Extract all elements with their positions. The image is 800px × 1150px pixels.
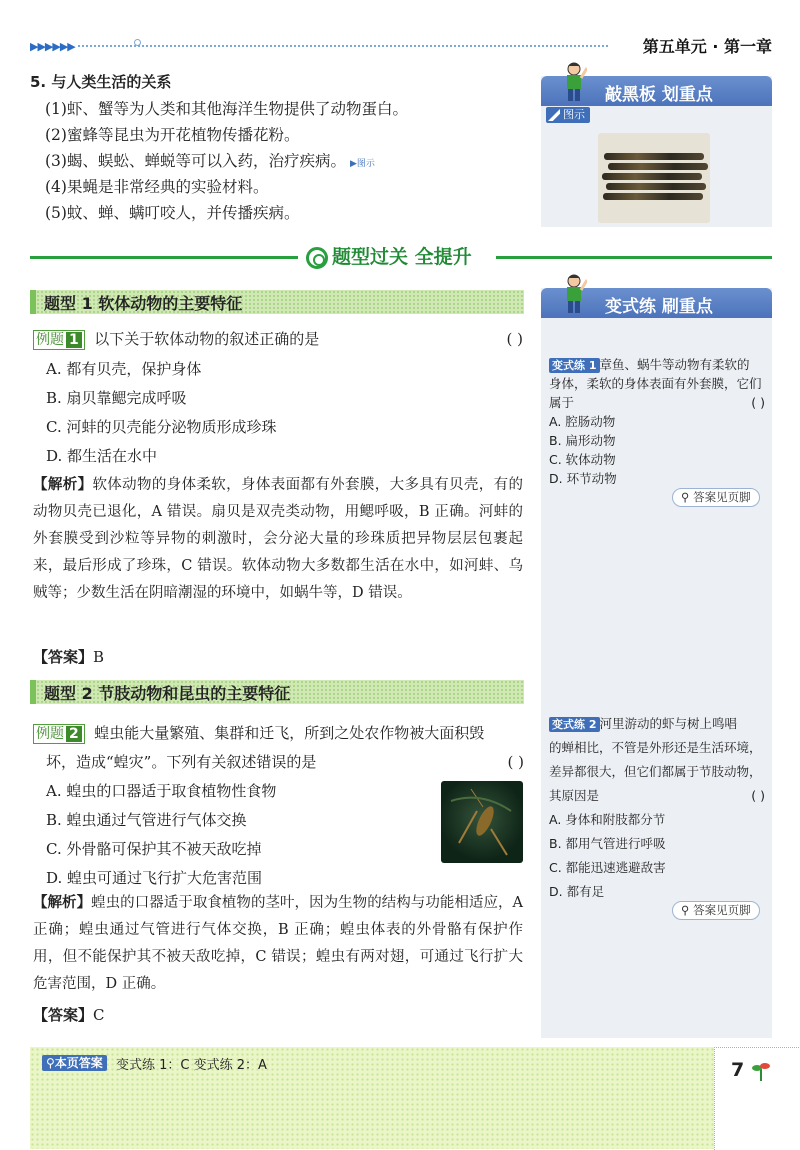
option: B. 扁形动物	[549, 433, 616, 448]
type1-heading: 题型 1 软体动物的主要特征	[30, 290, 524, 314]
answer-1: 【答案】B	[33, 648, 105, 666]
option: D. 都有足	[549, 884, 605, 899]
practice-2: 变式练 2 河里游动的虾与树上鸣唱 的蝉相比，不管是外形还是生活环境， 差异都很大，但它们都属于节肢动物， 其原因是 ( ) A. 身体和附肢都分节 B. 都用气管进行呼吸 C. 都能迅速逃避敌害 D. 都有足	[549, 712, 765, 904]
practice-1: 变式练 1 章鱼、蜗牛等动物有柔软的 身体，柔软的身体表面有外套膜，它们 属于 ( ) A. 腔肠动物 B. 扁形动物 C. 软体动物 D. 环节动物	[549, 357, 765, 486]
option: C. 河蚌的贝壳能分泌物质形成珍珠	[46, 418, 277, 436]
option: B. 蝗虫通过气管进行气体交换	[46, 811, 247, 829]
page-number: 7	[731, 1059, 745, 1081]
divider-line-right	[496, 256, 772, 259]
option: C. 软体动物	[549, 452, 616, 467]
option: B. 扇贝靠鳃完成呼吸	[46, 389, 187, 407]
option: A. 都有贝壳，保护身体	[46, 360, 202, 378]
practice-tag: 变式练 1	[549, 358, 600, 373]
teacher-icon	[561, 274, 587, 314]
option: D. 蝗虫可通过飞行扩大危害范围	[46, 869, 263, 887]
practice-tag: 变式练 2	[549, 717, 600, 732]
type2-heading: 题型 2 节肢动物和昆虫的主要特征	[30, 680, 524, 704]
option: D. 都生活在水中	[46, 447, 158, 465]
divider-title: 题型过关 全提升	[300, 242, 478, 269]
key-icon: ⚲	[681, 490, 690, 504]
list-item: (3)蝎、蜈蚣、蝉蜕等可以入药，治疗疾病。 ▶图示	[45, 152, 375, 170]
example-tag: 例题 2	[33, 724, 85, 744]
list-item: (1)虾、蟹等为人类和其他海洋生物提供了动物蛋白。	[45, 100, 408, 118]
example-tag: 例题 1	[33, 330, 85, 350]
answer-2: 【答案】C	[33, 1006, 105, 1024]
chapter-title: 第五单元 · 第一章	[642, 37, 772, 56]
footer-answers: 变式练 1：C 变式练 2：A	[116, 1058, 267, 1073]
answer-paren: ( )	[506, 330, 523, 348]
example1-question: 例题 1 以下关于软体动物的叙述正确的是 ( )	[33, 327, 523, 352]
answer-hint-2: ⚲ 答案见页脚	[672, 901, 760, 920]
list-item: (4)果蝇是非常经典的实验材料。	[45, 178, 269, 196]
key-icon: ⚲	[46, 1056, 55, 1070]
spiral-icon	[306, 247, 328, 269]
option: B. 都用气管进行呼吸	[549, 836, 666, 851]
answer-paren: ( )	[751, 395, 765, 410]
sidebar-note-banner: 敲黑板 划重点	[541, 76, 772, 106]
sprout-icon	[752, 1061, 770, 1081]
option: C. 都能迅速逃避敌害	[549, 860, 666, 875]
option: C. 外骨骼可保护其不被天敌吃掉	[46, 840, 262, 858]
sidebar-practice-banner: 变式练 刷重点	[541, 288, 772, 318]
pencil-icon	[548, 109, 560, 121]
option: A. 身体和附肢都分节	[549, 812, 666, 827]
answer-hint-1: ⚲ 答案见页脚	[672, 488, 760, 507]
key-icon: ⚲	[681, 903, 690, 917]
locust-photo	[441, 781, 523, 863]
answer-paren: ( )	[507, 753, 524, 771]
option: D. 环节动物	[549, 471, 617, 486]
analysis-2: 【解析】蝗虫的口器适于取食植物的茎叶，因为生物的结构与功能相适应，A 正确；蝗虫通过气管进行气体交换，B 正确；蝗虫体表的外骨骼有保护作用，但不能保护其不被天敌吃掉，C 错误；蝗虫有两对翅，可通过飞行扩大危害范围，D 正确。	[33, 895, 523, 992]
answer-paren: ( )	[751, 788, 765, 803]
list-item: (5)蚊、蝉、螨叮咬人，并传播疾病。	[45, 204, 300, 222]
divider-line-left	[30, 256, 298, 259]
option: A. 蝗虫的口器适于取食植物性食物	[46, 782, 277, 800]
header-arrows-icon: ▶▶▶▶▶▶	[30, 40, 75, 53]
analysis-1: 【解析】软体动物的身体柔软，身体表面都有外套膜，大多具有贝壳，有的动物贝壳已退化，A 错误。扇贝是双壳类动物，用鳃呼吸，B 正确。河蚌的外套膜受到沙粒等异物的刺激时，会分泌大量的珍珠质把异物层层包裹起来，最后形成了珍珠，C 错误。软体动物大多数都生活在水中，如河蚌、乌贼等；少数生活在阴暗潮湿的环境中，如蜗牛等，D 错误。	[33, 477, 523, 601]
footer-tag: ⚲本页答案	[42, 1055, 107, 1071]
medicinal-specimen-photo	[598, 133, 710, 223]
option: A. 腔肠动物	[549, 414, 616, 429]
example2-question-cont: 坏，造成“蝗灾”。下列有关叙述错误的是 ( )	[46, 750, 524, 775]
example2-question: 例题 2 蝗虫能大量繁殖、集群和迁飞，所到之处农作物被大面积毁	[33, 721, 527, 746]
header-ring-icon	[134, 39, 141, 46]
teacher-icon	[561, 62, 587, 102]
list-item: (2)蜜蜂等昆虫为开花植物传播花粉。	[45, 126, 300, 144]
section-title: 5. 与人类生活的关系	[30, 73, 172, 91]
figure-link[interactable]: ▶图示	[349, 159, 375, 169]
header-divider	[78, 45, 608, 47]
figure-tag: 图示	[546, 107, 590, 123]
